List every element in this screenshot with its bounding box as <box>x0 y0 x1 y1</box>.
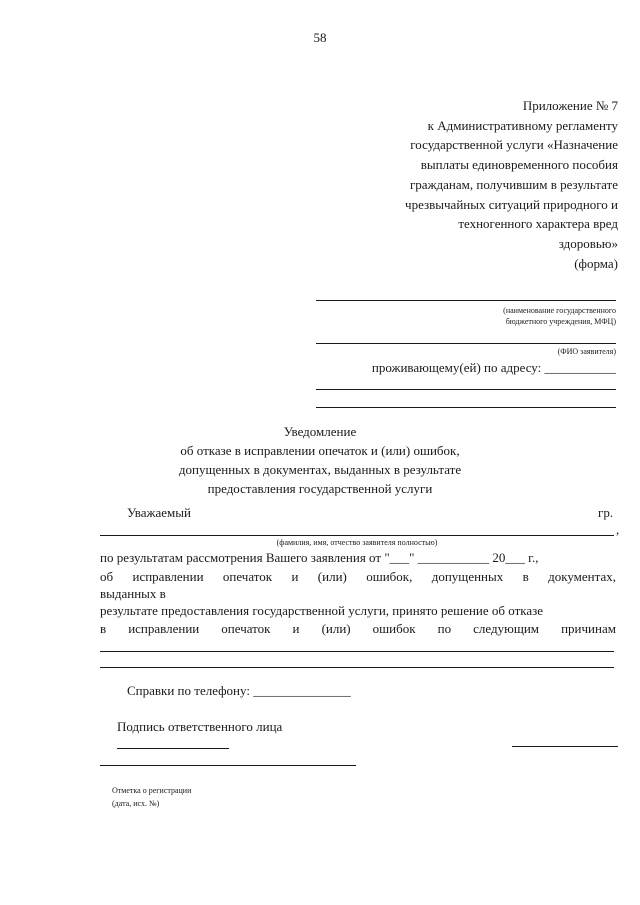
title-line: допущенных в документах, выданных в результате <box>178 462 462 477</box>
body-line-1: по результатам рассмотрения Вашего заявления от "___" ___________ 20___ г., <box>100 550 539 565</box>
greeting: Уважаемый <box>127 505 191 520</box>
appendix-line: гражданам, получившим в результате <box>409 176 618 192</box>
appendix-line: государственной услуги «Назначение <box>410 137 618 153</box>
word: документах, <box>548 569 616 584</box>
body-line-4: результате предоставления государственной услуги, принято решение об отказе <box>100 603 544 618</box>
gr-label: гр. <box>598 505 614 520</box>
address-label: проживающему(ей) по адресу: ___________ <box>371 360 616 375</box>
form-label: (форма) <box>574 256 618 271</box>
notice-title <box>60 422 580 498</box>
institution-caption-2: бюджетного учреждения, МФЦ) <box>505 317 616 326</box>
address-line-2 <box>316 407 616 408</box>
body-line-5 <box>100 621 616 637</box>
institution-caption-1: (наименование государственного <box>503 306 616 315</box>
name-line <box>100 535 614 536</box>
word: исправлении <box>132 569 204 584</box>
appendix-line: Приложение № 7 <box>522 98 618 113</box>
title-line: Уведомление <box>283 424 357 439</box>
word: (или) <box>317 569 347 584</box>
institution-line <box>316 300 616 301</box>
comma: , <box>616 522 620 537</box>
word: допущенных <box>431 569 504 584</box>
appendix-block <box>405 96 618 254</box>
word: следующим <box>473 621 540 636</box>
word: причинам <box>561 621 616 636</box>
phone-label: Справки по телефону: _______________ <box>127 683 351 698</box>
signature-line-right <box>512 746 618 747</box>
name-caption: (фамилия, имя, отчество заявителя полностью) <box>276 538 438 547</box>
fio-line <box>316 343 616 344</box>
word: в <box>100 621 107 636</box>
body-line-3: выданных в <box>100 586 166 601</box>
word: исправлении <box>128 621 200 636</box>
signature-line-bottom <box>100 765 356 766</box>
reason-line-2 <box>100 667 614 668</box>
word: об <box>100 569 114 584</box>
signature-label: Подпись ответственного лица <box>117 719 283 734</box>
word: и <box>292 621 300 636</box>
word: в <box>522 569 529 584</box>
word: (или) <box>321 621 351 636</box>
appendix-line: к Административному регламенту <box>427 117 618 133</box>
address-line-1 <box>316 389 616 390</box>
title-line: об отказе в исправлении опечаток и (или) ошибок, <box>180 443 460 458</box>
registration-line-2: (дата, исх. №) <box>112 799 160 808</box>
word: опечаток <box>222 569 273 584</box>
appendix-line: здоровью» <box>558 235 618 251</box>
word: ошибок, <box>366 569 413 584</box>
signature-line-left <box>117 748 229 749</box>
appendix-line: выплаты единовременного пособия <box>420 157 618 173</box>
fio-caption: (ФИО заявителя) <box>557 347 616 356</box>
word: опечаток <box>221 621 271 636</box>
appendix-line: чрезвычайных ситуаций природного и <box>405 196 618 212</box>
reason-line-1 <box>100 651 614 652</box>
title-line: предоставления государственной услуги <box>207 481 433 496</box>
body-line-2 <box>100 569 616 585</box>
appendix-line: техногенного характера вред <box>458 216 618 232</box>
page-number: 58 <box>313 30 327 45</box>
word: ошибок <box>372 621 416 636</box>
word: и <box>291 569 299 584</box>
word: по <box>437 621 452 636</box>
registration-line-1: Отметка о регистрации <box>112 786 192 795</box>
